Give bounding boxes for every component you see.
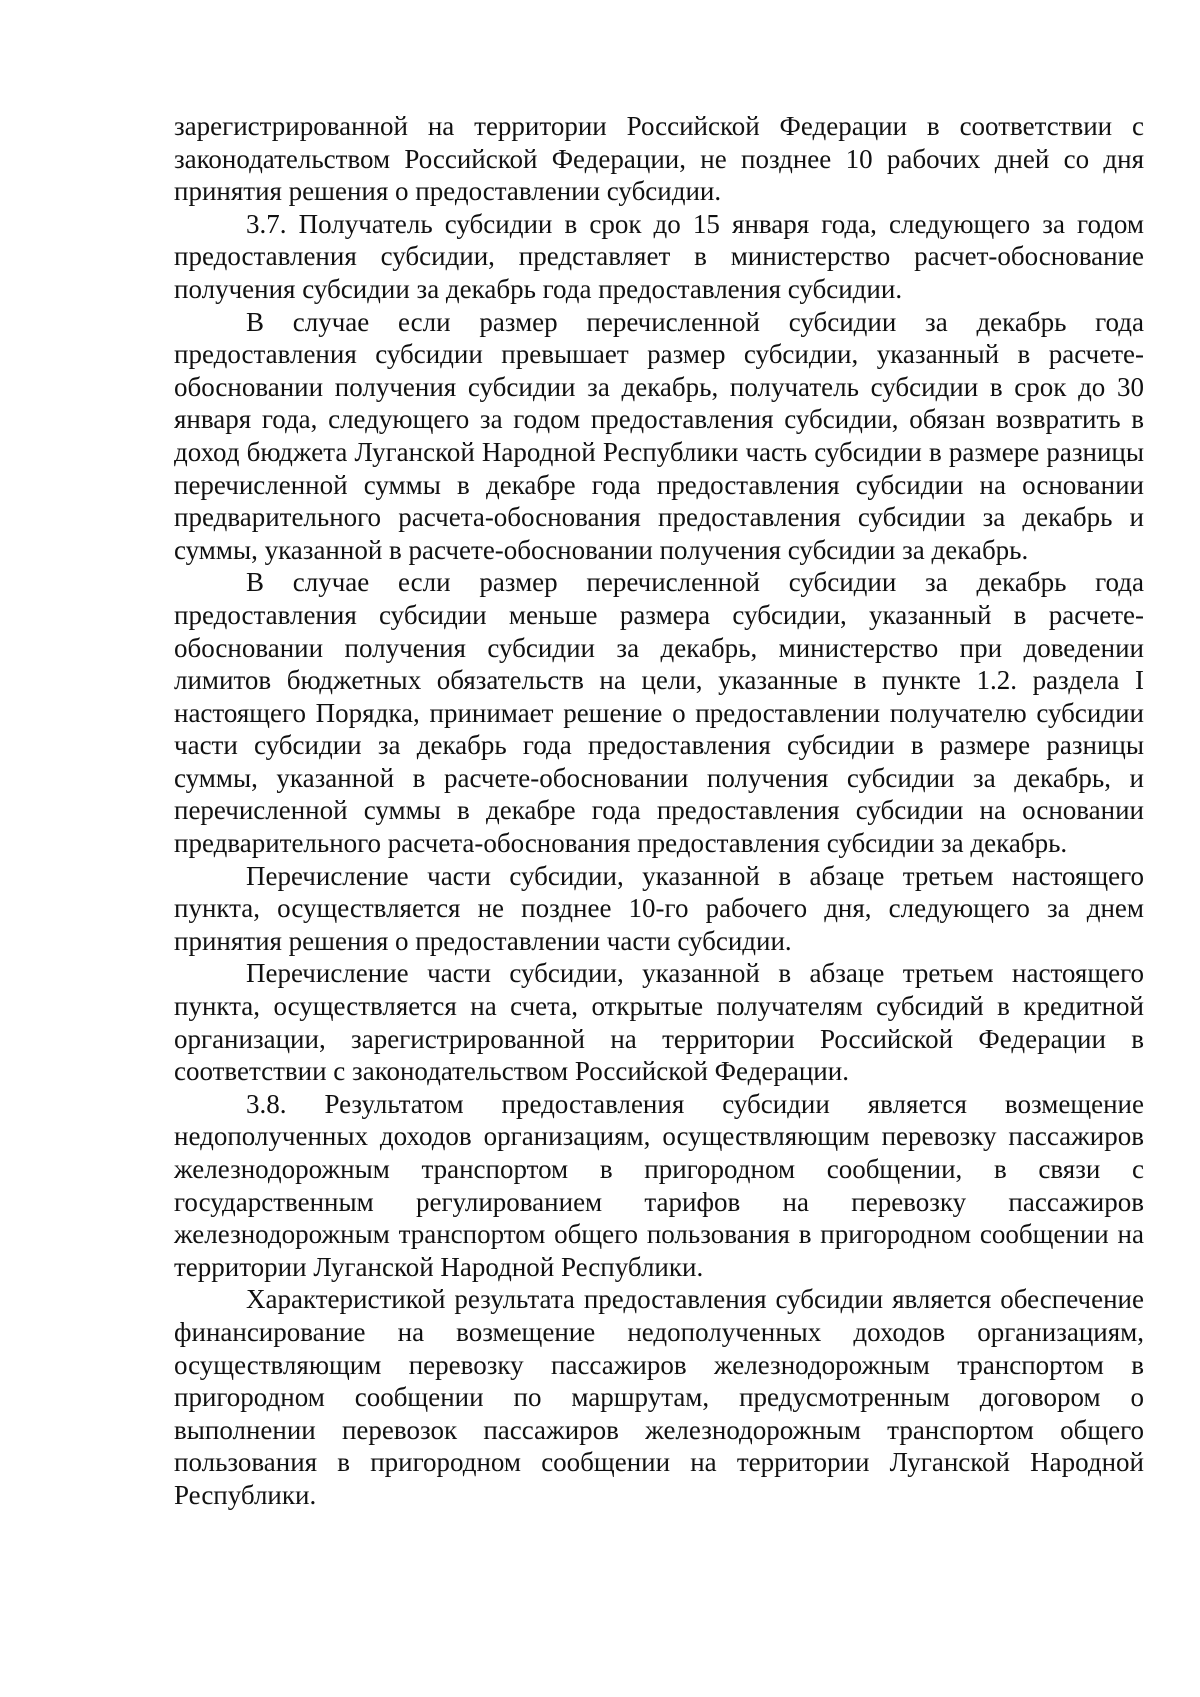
paragraph-transfer-deadline: Перечисление части субсидии, указанной в абзаце третьем настоящего пункта, осуществляется не позднее 10-го рабочего дня, следующего за днем принятия решения о предоставлении части субсидии. bbox=[174, 860, 1144, 956]
paragraph-3-7: 3.7. Получатель субсидии в срок до 15 января года, следующего за годом предоставления субсидии, представляет в министерство расчет-обоснование получения субсидии за декабрь года предоставления субсидии. bbox=[174, 208, 1144, 304]
paragraph-result-characteristic: Характеристикой результата предоставления субсидии является обеспечение финансирование на возмещение недополученных доходов организациям, осуществляющим перевозку пассажиров железнодорожным транспортом в пригородном сообщении по маршрутам, предусмотренным договором о выполнении перевозок пассажиров железнодорожным транспортом общего пользования в пригородном сообщении на территории Луганской Народной Республики. bbox=[174, 1284, 1144, 1510]
paragraph-underpayment-case: В случае если размер перечисленной субсидии за декабрь года предоставления субсидии меньше размера субсидии, указанный в расчете-обосновании получения субсидии за декабрь, министерство при доведении лимитов бюджетных обязательств на цели, указанные в пункте 1.2. раздела I настоящего Порядка, принимает решение о предоставлении получателю субсидии части субсидии за декабрь года предоставления субсидии в размере разницы суммы, указанной в расчете-обосновании получения субсидии за декабрь, и перечисленной суммы в декабре года предоставления субсидии на основании предварительного расчета-обоснования предоставления субсидии за декабрь. bbox=[174, 567, 1144, 859]
paragraph-transfer-accounts: Перечисление части субсидии, указанной в абзаце третьем настоящего пункта, осуществляется на счета, открытые получателям субсидий в кредитной организации, зарегистрированной на территории Российской Федерации в соответствии с законодательством Российской Федерации. bbox=[174, 958, 1144, 1087]
document-page bbox=[174, 110, 1144, 1512]
paragraph-3-8: 3.8. Результатом предоставления субсидии является возмещение недополученных доходов организациям, осуществляющим перевозку пассажиров железнодорожным транспортом в пригородном сообщении, в связи с государственным регулированием тарифов на перевозку пассажиров железнодорожным транспортом общего пользования в пригородном сообщении на территории Луганской Народной Республики. bbox=[174, 1088, 1144, 1282]
paragraph-overpayment-case: В случае если размер перечисленной субсидии за декабрь года предоставления субсидии превышает размер субсидии, указанный в расчете-обосновании получения субсидии за декабрь, получатель субсидии в срок до 30 января года, следующего за годом предоставления субсидии, обязан возвратить в доход бюджета Луганской Народной Республики часть субсидии в размере разницы перечисленной суммы в декабре года предоставления субсидии на основании предварительного расчета-обоснования предоставления субсидии за декабрь и суммы, указанной в расчете-обосновании получения субсидии за декабрь. bbox=[174, 306, 1144, 565]
paragraph-continuation: зарегистрированной на территории Российской Федерации в соответствии с законодательством Российской Федерации, не позднее 10 рабочих дней со дня принятия решения о предоставлении субсидии. bbox=[174, 111, 1144, 207]
